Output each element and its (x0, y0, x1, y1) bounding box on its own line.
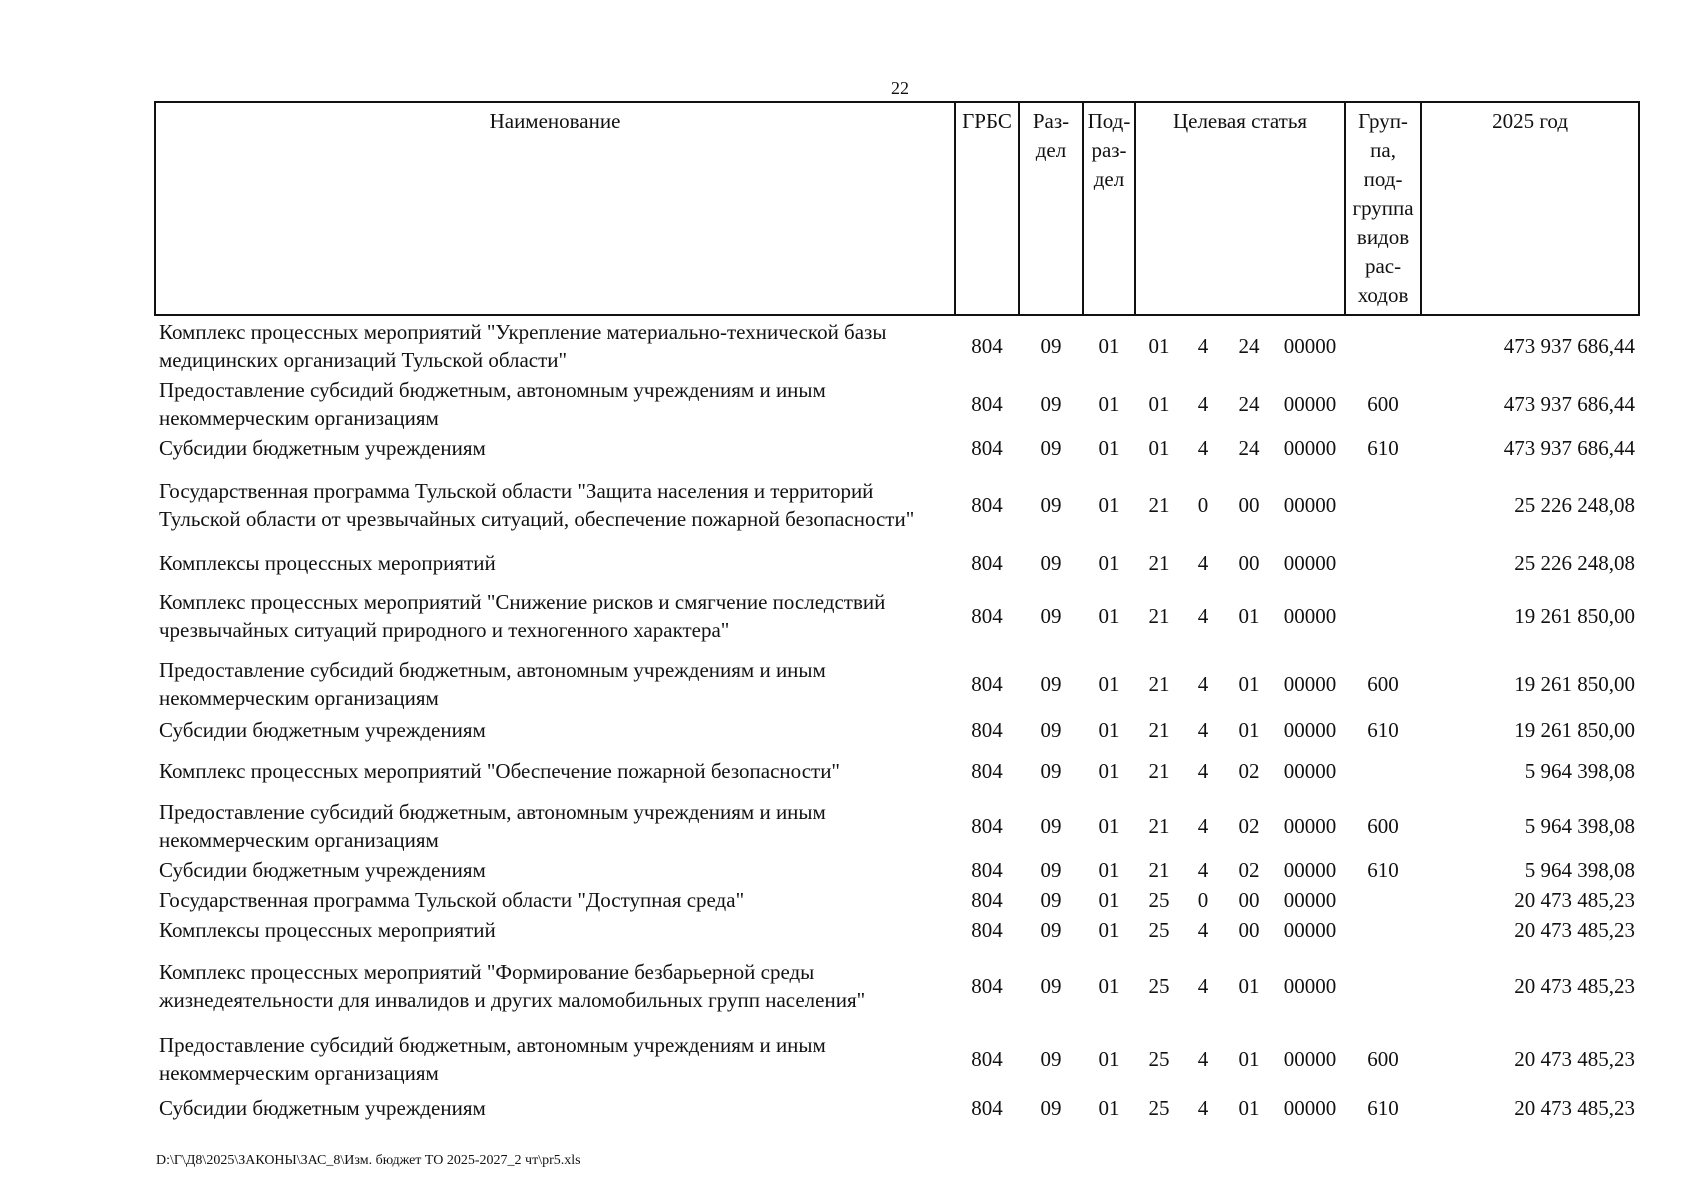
row-podrazdel: 01 (1098, 333, 1120, 358)
row-name: Субсидии бюджетным учреждениям (159, 718, 486, 742)
row-target-direction: 00000 (1283, 888, 1337, 912)
row-expense-group (1345, 315, 1421, 375)
row-name: Предоставление субсидий бюджетным, автономным учреждениям и иным некоммерческим организациям (159, 800, 826, 852)
table-row (155, 547, 1639, 579)
table-row (155, 653, 1639, 715)
row-expense-group (1345, 463, 1421, 547)
table-row (155, 915, 1639, 945)
row-target-event: 01 (1238, 672, 1260, 696)
row-sum: 25 226 248,08 (1514, 493, 1636, 517)
row-sum: 20 473 485,23 (1514, 1096, 1636, 1120)
row-expense-group (1345, 945, 1421, 1027)
row-target-direction: 00000 (1283, 1047, 1337, 1071)
row-target-direction: 00000 (1283, 333, 1337, 358)
row-target-direction: 00000 (1283, 392, 1337, 416)
row-razdel: 09 (1040, 718, 1062, 742)
row-expense-group (1345, 579, 1421, 653)
row-razdel: 09 (1040, 333, 1062, 358)
row-target-direction: 00000 (1283, 858, 1337, 882)
row-target-program: 01 (1148, 436, 1170, 460)
row-grbs: 804 (971, 718, 1003, 742)
row-target-direction: 00000 (1283, 759, 1337, 783)
row-podrazdel: 01 (1098, 858, 1120, 882)
row-sum: 5 964 398,08 (1524, 858, 1636, 882)
row-target-program: 25 (1148, 888, 1170, 912)
row-grbs: 804 (971, 392, 1003, 416)
row-target-event: 01 (1238, 1096, 1260, 1120)
row-podrazdel: 01 (1098, 551, 1120, 575)
row-podrazdel: 01 (1098, 1047, 1120, 1071)
row-podrazdel: 01 (1098, 888, 1120, 912)
row-sum: 19 261 850,00 (1514, 604, 1636, 628)
row-target-program: 21 (1148, 858, 1170, 882)
row-razdel: 09 (1040, 672, 1062, 696)
row-expense-group: 610 (1367, 436, 1399, 460)
row-target-direction: 00000 (1283, 551, 1337, 575)
header-grbs: ГРБС (955, 102, 1019, 315)
row-name: Комплекс процессных мероприятий "Обеспечение пожарной безопасности" (159, 759, 841, 783)
row-razdel: 09 (1040, 918, 1062, 942)
row-name: Предоставление субсидий бюджетным, автономным учреждениям и иным некоммерческим организациям (159, 1033, 826, 1085)
row-target-type: 4 (1197, 1096, 1209, 1120)
row-target-event: 00 (1238, 493, 1260, 517)
row-target-type: 0 (1197, 493, 1209, 517)
row-target-event: 02 (1238, 858, 1260, 882)
row-expense-group (1345, 547, 1421, 579)
row-razdel: 09 (1040, 814, 1062, 838)
row-target-program: 25 (1148, 1096, 1170, 1120)
row-podrazdel: 01 (1098, 392, 1120, 416)
row-target-program: 01 (1148, 392, 1170, 416)
row-name: Комплекс процессных мероприятий "Укрепление материально-технической базы медицинских организаций Тульской области" (159, 319, 887, 372)
row-grbs: 804 (971, 672, 1003, 696)
row-grbs: 804 (971, 333, 1003, 358)
row-target-program: 21 (1148, 759, 1170, 783)
row-target-program: 21 (1148, 814, 1170, 838)
row-razdel: 09 (1040, 436, 1062, 460)
row-sum: 20 473 485,23 (1514, 888, 1636, 912)
row-target-direction: 00000 (1283, 436, 1337, 460)
row-expense-group (1345, 745, 1421, 797)
row-target-type: 4 (1197, 814, 1209, 838)
row-target-event: 00 (1238, 551, 1260, 575)
header-sum-2025: 2025 год (1421, 102, 1639, 315)
row-razdel: 09 (1040, 604, 1062, 628)
row-razdel: 09 (1040, 493, 1062, 517)
row-name: Комплексы процессных мероприятий (159, 551, 496, 575)
row-name: Предоставление субсидий бюджетным, автономным учреждениям и иным некоммерческим организациям (159, 658, 826, 710)
row-sum: 473 937 686,44 (1503, 333, 1636, 358)
row-grbs: 804 (971, 974, 1003, 998)
row-grbs: 804 (971, 888, 1003, 912)
row-grbs: 804 (971, 604, 1003, 628)
row-name: Государственная программа Тульской области "Защита населения и территорий Тульской области от чрезвычайных ситуаций, обеспечение пожарной безопасности" (159, 479, 915, 531)
row-grbs: 804 (971, 918, 1003, 942)
row-podrazdel: 01 (1098, 436, 1120, 460)
row-expense-group (1345, 885, 1421, 915)
row-podrazdel: 01 (1098, 604, 1120, 628)
table-row (155, 855, 1639, 885)
row-grbs: 804 (971, 759, 1003, 783)
row-target-event: 00 (1238, 918, 1260, 942)
row-podrazdel: 01 (1098, 974, 1120, 998)
row-target-direction: 00000 (1283, 974, 1337, 998)
row-razdel: 09 (1040, 974, 1062, 998)
header-target-article: Целевая статья (1135, 102, 1345, 315)
row-expense-group: 610 (1367, 1096, 1399, 1120)
header-expense-group: Груп- па, под- группа видов рас- ходов (1345, 102, 1421, 315)
row-target-program: 25 (1148, 1047, 1170, 1071)
row-target-type: 4 (1197, 918, 1209, 942)
table-row (155, 945, 1639, 1027)
table-row (155, 579, 1639, 653)
row-target-direction: 00000 (1283, 672, 1337, 696)
row-target-program: 25 (1148, 974, 1170, 998)
header-razdel: Раз- дел (1019, 102, 1083, 315)
row-grbs: 804 (971, 493, 1003, 517)
row-sum: 20 473 485,23 (1514, 974, 1636, 998)
row-podrazdel: 01 (1098, 718, 1120, 742)
row-target-event: 24 (1238, 436, 1260, 460)
row-name: Предоставление субсидий бюджетным, автономным учреждениям и иным некоммерческим организациям (159, 378, 826, 430)
row-target-event: 24 (1238, 392, 1260, 416)
row-target-event: 01 (1238, 718, 1260, 742)
row-name: Государственная программа Тульской области "Доступная среда" (159, 888, 745, 912)
row-target-type: 4 (1197, 551, 1209, 575)
row-expense-group: 610 (1367, 718, 1399, 742)
row-sum: 20 473 485,23 (1514, 918, 1636, 942)
row-target-type: 4 (1197, 672, 1209, 696)
table-row (155, 1091, 1639, 1125)
row-sum: 473 937 686,44 (1503, 392, 1636, 416)
table-header (155, 102, 1639, 315)
row-grbs: 804 (971, 551, 1003, 575)
row-razdel: 09 (1040, 1096, 1062, 1120)
row-target-event: 01 (1238, 604, 1260, 628)
row-target-program: 01 (1148, 333, 1170, 358)
table-row (155, 715, 1639, 745)
row-target-direction: 00000 (1283, 918, 1337, 942)
row-razdel: 09 (1040, 858, 1062, 882)
row-razdel: 09 (1040, 392, 1062, 416)
row-podrazdel: 01 (1098, 918, 1120, 942)
budget-table (154, 101, 1640, 1125)
row-target-event: 00 (1238, 888, 1260, 912)
row-razdel: 09 (1040, 759, 1062, 783)
table-row (155, 433, 1639, 463)
table-row (155, 797, 1639, 855)
row-grbs: 804 (971, 1096, 1003, 1120)
row-target-event: 02 (1238, 814, 1260, 838)
row-target-direction: 00000 (1283, 1096, 1337, 1120)
file-path-footer: D:\Г\Д8\2025\ЗАКОНЫ\ЗАС_8\Изм. бюджет ТО 2025-2027_2 чт\pr5.xls (156, 1153, 581, 1168)
row-target-event: 24 (1238, 333, 1260, 358)
header-name: Наименование (155, 102, 955, 315)
page-number: 22 (891, 78, 909, 98)
row-target-type: 4 (1197, 718, 1209, 742)
row-sum: 25 226 248,08 (1514, 551, 1636, 575)
row-target-direction: 00000 (1283, 604, 1337, 628)
row-target-program: 21 (1148, 551, 1170, 575)
row-sum: 5 964 398,08 (1524, 814, 1636, 838)
table-row (155, 885, 1639, 915)
table-row (155, 463, 1639, 547)
row-name: Субсидии бюджетным учреждениям (159, 858, 486, 882)
row-target-type: 4 (1197, 974, 1209, 998)
row-target-direction: 00000 (1283, 814, 1337, 838)
row-expense-group: 610 (1367, 858, 1399, 882)
row-name: Субсидии бюджетным учреждениям (159, 436, 486, 460)
table-row (155, 315, 1639, 375)
row-target-type: 4 (1197, 858, 1209, 882)
row-razdel: 09 (1040, 888, 1062, 912)
row-target-event: 01 (1238, 974, 1260, 998)
row-expense-group: 600 (1367, 392, 1399, 416)
row-sum: 473 937 686,44 (1503, 436, 1636, 460)
row-target-type: 4 (1197, 604, 1209, 628)
row-target-program: 21 (1148, 604, 1170, 628)
row-sum: 20 473 485,23 (1514, 1047, 1636, 1071)
row-podrazdel: 01 (1098, 814, 1120, 838)
row-grbs: 804 (971, 1047, 1003, 1071)
row-target-event: 01 (1238, 1047, 1260, 1071)
row-target-type: 4 (1197, 333, 1209, 358)
row-podrazdel: 01 (1098, 493, 1120, 517)
row-name: Субсидии бюджетным учреждениям (159, 1096, 486, 1120)
row-podrazdel: 01 (1098, 1096, 1120, 1120)
row-target-program: 21 (1148, 672, 1170, 696)
row-target-program: 21 (1148, 493, 1170, 517)
row-grbs: 804 (971, 436, 1003, 460)
table-row (155, 1027, 1639, 1091)
row-target-direction: 00000 (1283, 718, 1337, 742)
row-podrazdel: 01 (1098, 672, 1120, 696)
row-sum: 19 261 850,00 (1514, 672, 1636, 696)
row-target-type: 4 (1197, 392, 1209, 416)
row-target-type: 4 (1197, 1047, 1209, 1071)
row-target-type: 0 (1197, 888, 1209, 912)
row-name: Комплексы процессных мероприятий (159, 918, 496, 942)
header-podrazdel: Под- раз- дел (1083, 102, 1135, 315)
row-target-type: 4 (1197, 436, 1209, 460)
row-expense-group: 600 (1367, 1047, 1399, 1071)
row-target-program: 25 (1148, 918, 1170, 942)
row-grbs: 804 (971, 814, 1003, 838)
row-razdel: 09 (1040, 1047, 1062, 1071)
row-target-program: 21 (1148, 718, 1170, 742)
row-sum: 19 261 850,00 (1514, 718, 1636, 742)
row-grbs: 804 (971, 858, 1003, 882)
row-razdel: 09 (1040, 551, 1062, 575)
row-expense-group: 600 (1367, 672, 1399, 696)
row-expense-group (1345, 915, 1421, 945)
row-podrazdel: 01 (1098, 759, 1120, 783)
row-target-type: 4 (1197, 759, 1209, 783)
row-expense-group: 600 (1367, 814, 1399, 838)
table-body (155, 315, 1639, 1125)
row-name: Комплекс процессных мероприятий "Формирование безбарьерной среды жизнедеятельности для инвалидов и других маломобильных групп населения" (159, 960, 866, 1012)
table-row (155, 375, 1639, 433)
row-target-event: 02 (1238, 759, 1260, 783)
table-row (155, 745, 1639, 797)
row-sum: 5 964 398,08 (1524, 759, 1636, 783)
row-name: Комплекс процессных мероприятий "Снижение рисков и смягчение последствий чрезвычайных ситуаций природного и техногенного характера" (159, 590, 886, 642)
row-target-direction: 00000 (1283, 493, 1337, 517)
